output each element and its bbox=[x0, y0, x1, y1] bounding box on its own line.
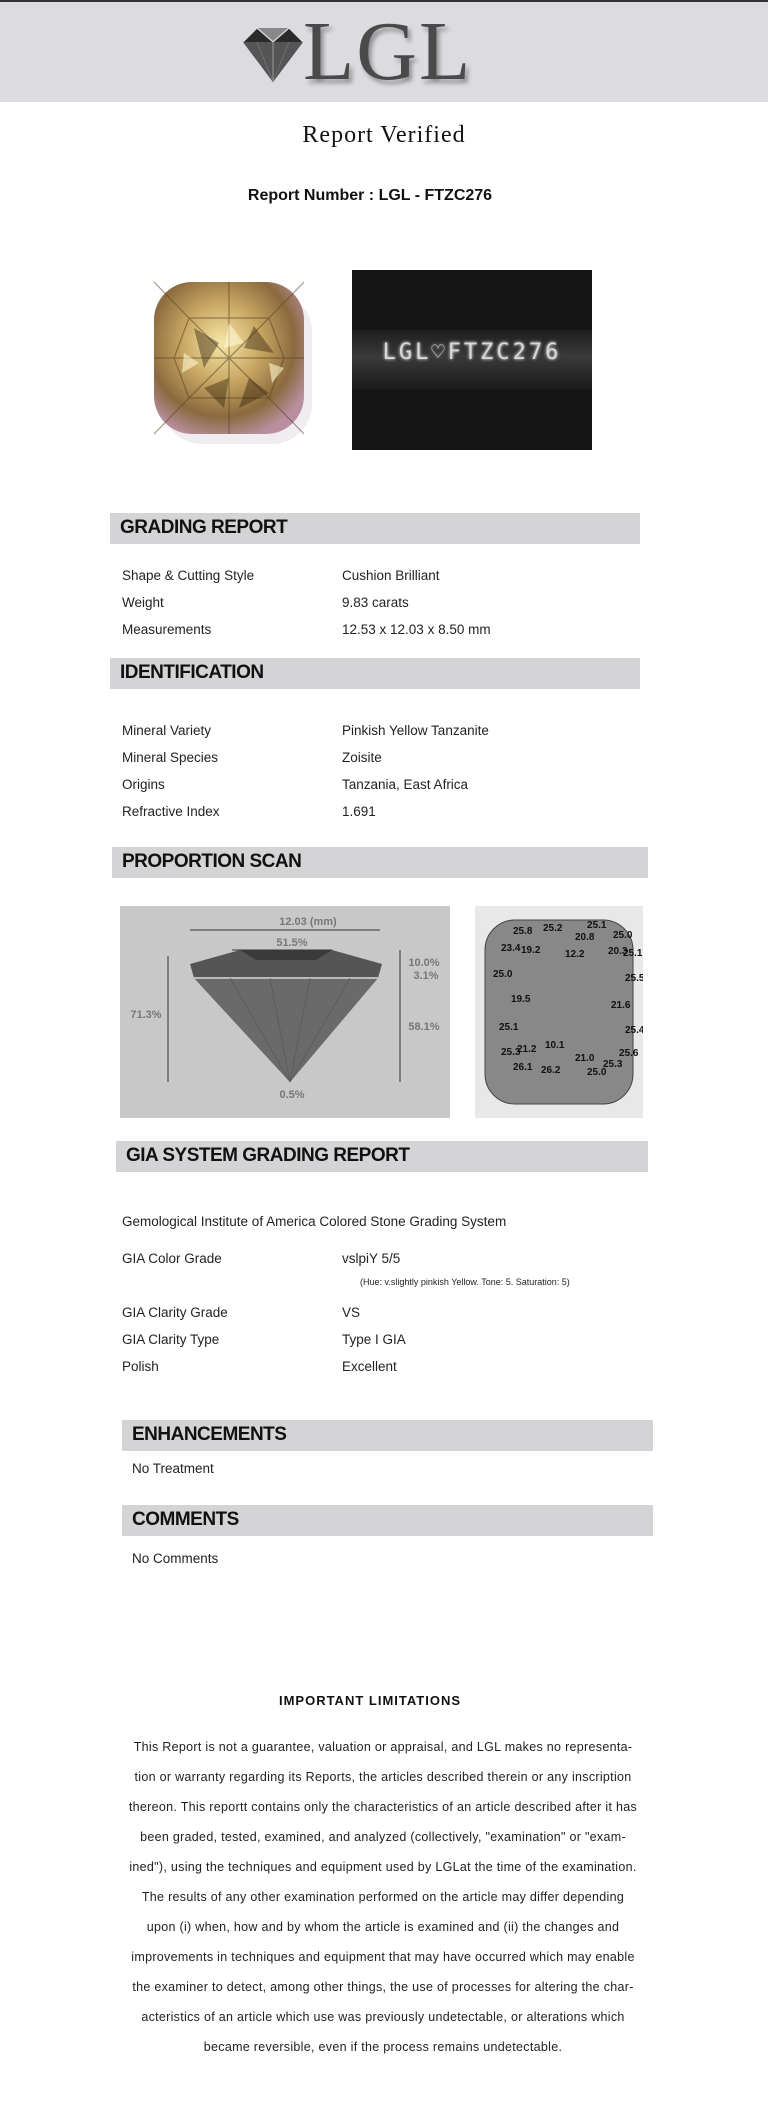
comments-text: No Comments bbox=[132, 1551, 219, 1566]
top-view-value: 23.4 bbox=[501, 943, 521, 954]
inscription-photo bbox=[352, 270, 592, 450]
enhancements-heading: ENHANCEMENTS bbox=[132, 1424, 287, 1445]
mineral-species-value: Zoisite bbox=[342, 750, 382, 765]
grading-report-heading: GRADING REPORT bbox=[120, 517, 288, 538]
top-view-value: 25.1 bbox=[623, 948, 643, 959]
proportion-scan-header bbox=[112, 847, 648, 878]
limitations-line: upon (i) when, how and by whom the article is examined and (ii) the changes and bbox=[146, 1920, 620, 1934]
top-view-value: 19.5 bbox=[511, 994, 531, 1005]
gia-clarity-type-value: Type I GIA bbox=[342, 1332, 406, 1347]
top-view-value: 19.2 bbox=[521, 945, 541, 956]
top-view-value: 25.3 bbox=[603, 1059, 623, 1070]
gia-color-note: (Hue: v.slightly pinkish Yellow. Tone: 5. Saturation: 5) bbox=[360, 1277, 570, 1287]
limitations-line: the examiner to detect, among other things, the use of processes for altering the char- bbox=[132, 1980, 634, 1994]
top-view-value: 25.5 bbox=[625, 973, 643, 984]
comments-header bbox=[122, 1505, 653, 1536]
top-view-value: 21.6 bbox=[611, 1000, 631, 1011]
identification-header bbox=[110, 658, 640, 689]
origins-label: Origins bbox=[122, 777, 165, 792]
top-view-value: 20.3 bbox=[608, 946, 628, 957]
limitations-line: been graded, tested, examined, and analyzed (collectively, "examination" or "exam- bbox=[140, 1830, 626, 1844]
page-title: Report Verified bbox=[302, 122, 466, 148]
top-view-value: 10.1 bbox=[545, 1040, 565, 1051]
culet-label: 0.5% bbox=[279, 1089, 305, 1101]
depth-label: 71.3% bbox=[130, 1009, 162, 1021]
top-view-diagram bbox=[475, 906, 643, 1118]
gem-photo bbox=[134, 268, 324, 458]
weight-label: Weight bbox=[122, 595, 164, 610]
proportion-scan-heading: PROPORTION SCAN bbox=[122, 851, 302, 872]
origins-value: Tanzania, East Africa bbox=[342, 777, 469, 792]
top-view-value: 25.6 bbox=[619, 1048, 639, 1059]
header-banner bbox=[0, 2, 768, 102]
top-view-value: 25.3 bbox=[501, 1047, 521, 1058]
weight-value: 9.83 carats bbox=[342, 595, 409, 610]
limitations-line: improvements in techniques and equipment that may have occurred which may enable bbox=[131, 1950, 635, 1964]
limitations-heading: IMPORTANT LIMITATIONS bbox=[278, 1693, 462, 1708]
gia-clarity-label: GIA Clarity Grade bbox=[122, 1305, 228, 1320]
shape-label: Shape & Cutting Style bbox=[122, 568, 255, 583]
enhancements-text: No Treatment bbox=[132, 1461, 214, 1476]
measurements-label: Measurements bbox=[122, 622, 212, 637]
width-label: 12.03 (mm) bbox=[279, 916, 337, 928]
limitations-line: The results of any other examination performed on the article may differ depending bbox=[141, 1890, 625, 1904]
top-view-value: 12.2 bbox=[565, 949, 585, 960]
logo-wordmark: LGL bbox=[303, 5, 473, 98]
lgl-logo[interactable] bbox=[233, 5, 488, 98]
mineral-variety-label: Mineral Variety bbox=[122, 723, 212, 738]
polish-label: Polish bbox=[122, 1359, 159, 1374]
limitations-line: became reversible, even if the process remains undetectable. bbox=[203, 2040, 563, 2054]
top-view-value: 20.8 bbox=[575, 932, 595, 943]
top-view-value: 26.2 bbox=[541, 1065, 561, 1076]
pavilion-label: 58.1% bbox=[408, 1021, 440, 1033]
inscription-text: LGL♡FTZC276 bbox=[382, 340, 562, 365]
profile-diagram bbox=[120, 906, 450, 1118]
top-view-value: 25.0 bbox=[493, 969, 513, 980]
refractive-index-label: Refractive Index bbox=[122, 804, 220, 819]
gia-clarity-value: VS bbox=[342, 1305, 361, 1320]
report-number: Report Number : LGL - FTZC276 bbox=[247, 187, 493, 204]
gia-system-line: Gemological Institute of America Colored Stone Grading System bbox=[122, 1214, 507, 1229]
table-label: 51.5% bbox=[276, 937, 308, 949]
crown-label: 10.0% bbox=[408, 957, 440, 969]
limitations-text bbox=[118, 1732, 648, 2062]
mineral-variety-value: Pinkish Yellow Tanzanite bbox=[342, 723, 489, 738]
enhancements-header bbox=[122, 1420, 653, 1451]
refractive-index-value: 1.691 bbox=[342, 804, 376, 819]
top-view-value: 25.0 bbox=[587, 1067, 607, 1078]
girdle-label: 3.1% bbox=[413, 970, 439, 982]
polish-value: Excellent bbox=[342, 1359, 397, 1374]
top-view-value: 25.1 bbox=[499, 1022, 519, 1033]
top-view-value: 25.8 bbox=[513, 926, 533, 937]
gia-color-label: GIA Color Grade bbox=[122, 1251, 222, 1266]
profile-svg bbox=[120, 906, 450, 1118]
gia-color-value: vslpiY 5/5 bbox=[342, 1251, 401, 1266]
gia-header bbox=[116, 1141, 648, 1172]
top-view-value: 25.0 bbox=[613, 930, 633, 941]
top-view-value: 21.2 bbox=[517, 1044, 537, 1055]
measurements-value: 12.53 x 12.03 x 8.50 mm bbox=[342, 622, 491, 637]
limitations-line: thereon. This reportt contains only the characteristics of an article described after it has bbox=[128, 1800, 638, 1814]
identification-heading: IDENTIFICATION bbox=[120, 662, 264, 683]
limitations-line: acteristics of an article which use was previously undetectable, or alterations which bbox=[141, 2010, 625, 2024]
limitations-line: This Report is not a guarantee, valuation or appraisal, and LGL makes no representa- bbox=[133, 1740, 633, 1754]
limitations-line: ined"), using the techniques and equipment used by LGLat the time of the examination. bbox=[129, 1860, 637, 1874]
shape-value: Cushion Brilliant bbox=[342, 568, 440, 583]
top-view-value: 21.0 bbox=[575, 1053, 595, 1064]
diamond-logo-icon bbox=[233, 20, 313, 90]
gia-clarity-type-label: GIA Clarity Type bbox=[122, 1332, 220, 1347]
top-view-svg bbox=[475, 906, 643, 1118]
top-view-value: 26.1 bbox=[513, 1062, 533, 1073]
limitations-line: tion or warranty regarding its Reports, the articles described therein or any inscription bbox=[134, 1770, 632, 1784]
gia-heading: GIA SYSTEM GRADING REPORT bbox=[126, 1145, 410, 1166]
grading-report-header bbox=[110, 513, 640, 544]
top-view-value: 25.4 bbox=[625, 1025, 643, 1036]
comments-heading: COMMENTS bbox=[132, 1509, 239, 1530]
top-view-value: 25.1 bbox=[587, 920, 607, 931]
mineral-species-label: Mineral Species bbox=[122, 750, 219, 765]
top-view-value: 25.2 bbox=[543, 923, 563, 934]
